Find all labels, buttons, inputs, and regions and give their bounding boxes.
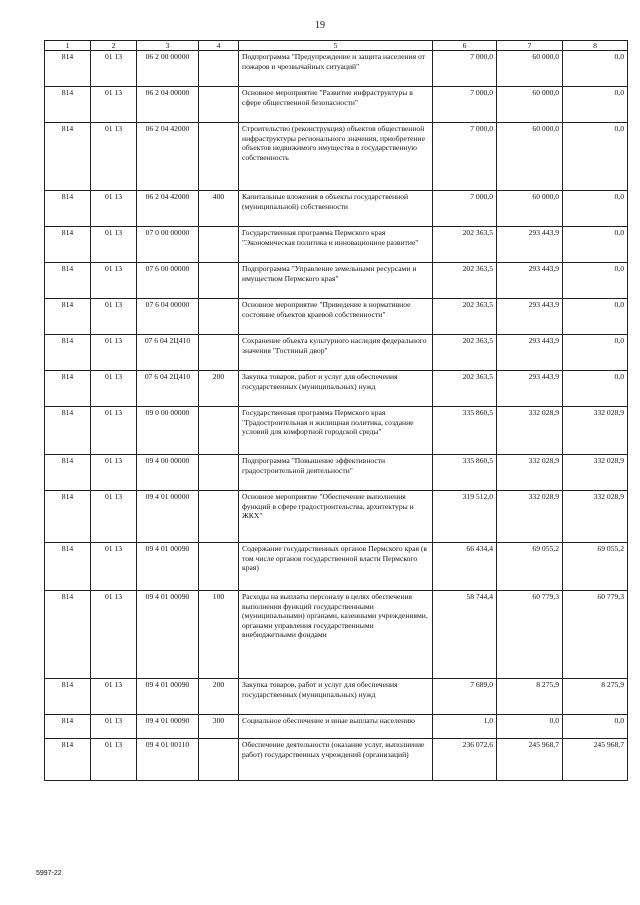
expense-type-cell (199, 51, 239, 87)
amount-col8-cell: 0,0 (563, 715, 628, 739)
amount-col8-cell: 0,0 (563, 299, 628, 335)
table-row (45, 191, 628, 227)
column-header: 3 (137, 41, 199, 51)
amount-col8-cell: 0,0 (563, 371, 628, 407)
amount-col6-cell: 319 512,0 (433, 491, 497, 543)
amount-col7-cell: 60 779,3 (497, 591, 563, 679)
expense-type-cell (199, 227, 239, 263)
table-row (45, 227, 628, 263)
column-header: 2 (91, 41, 137, 51)
amount-col7-cell: 293 443,9 (497, 371, 563, 407)
item-name-cell: Социальное обеспечение и иные выплаты населению (239, 715, 433, 739)
table-row (45, 543, 628, 591)
section-code-cell: 01 13 (91, 51, 137, 87)
amount-col8-cell: 332 028,9 (563, 455, 628, 491)
ministry-code-cell: 814 (45, 407, 91, 455)
table-row (45, 371, 628, 407)
expense-type-cell (199, 455, 239, 491)
amount-col8-cell: 0,0 (563, 191, 628, 227)
amount-col8-cell: 0,0 (563, 227, 628, 263)
section-code-cell: 01 13 (91, 715, 137, 739)
section-code-cell: 01 13 (91, 543, 137, 591)
table-row (45, 491, 628, 543)
amount-col8-cell: 0,0 (563, 51, 628, 87)
target-article-cell: 06 2 04 42000 (137, 191, 199, 227)
table-row (45, 591, 628, 679)
target-article-cell: 06 2 04 00000 (137, 87, 199, 123)
section-code-cell: 01 13 (91, 491, 137, 543)
amount-col8-cell: 332 028,9 (563, 407, 628, 455)
expense-type-cell (199, 739, 239, 781)
item-name-cell: Строительство (реконструкция) объектов общественной инфраструктуры регионального значения, приобретение объектов недвижимого имущества в государственную собственность (239, 123, 433, 191)
target-article-cell: 06 2 04 42000 (137, 123, 199, 191)
ministry-code-cell: 814 (45, 543, 91, 591)
section-code-cell: 01 13 (91, 371, 137, 407)
expense-type-cell (199, 263, 239, 299)
expense-type-cell (199, 123, 239, 191)
item-name-cell: Основное мероприятие "Развитие инфраструктуры в сфере общественной безопасности" (239, 87, 433, 123)
target-article-cell: 07 6 00 00000 (137, 263, 199, 299)
ministry-code-cell: 814 (45, 455, 91, 491)
amount-col6-cell: 202 363,5 (433, 263, 497, 299)
amount-col7-cell: 332 028,9 (497, 407, 563, 455)
section-code-cell: 01 13 (91, 263, 137, 299)
amount-col6-cell: 202 363,5 (433, 371, 497, 407)
table-row (45, 123, 628, 191)
column-header: 7 (497, 41, 563, 51)
table-row (45, 51, 628, 87)
amount-col6-cell: 1,0 (433, 715, 497, 739)
amount-col7-cell: 60 000,0 (497, 51, 563, 87)
expense-type-cell: 400 (199, 191, 239, 227)
page-number: 19 (315, 20, 325, 31)
table-row (45, 679, 628, 715)
amount-col7-cell: 293 443,9 (497, 227, 563, 263)
amount-col6-cell: 66 434,4 (433, 543, 497, 591)
item-name-cell: Сохранение объекта культурного наследия федерального значения "Гостиный двор" (239, 335, 433, 371)
ministry-code-cell: 814 (45, 715, 91, 739)
amount-col7-cell: 8 275,9 (497, 679, 563, 715)
section-code-cell: 01 13 (91, 739, 137, 781)
target-article-cell: 07 0 00 00000 (137, 227, 199, 263)
amount-col8-cell: 0,0 (563, 87, 628, 123)
amount-col6-cell: 7 000,0 (433, 191, 497, 227)
item-name-cell: Государственная программа Пермского края "Градостроительная и жилищная политика, создание условий для комфортной городской среды" (239, 407, 433, 455)
target-article-cell: 09 4 01 00110 (137, 739, 199, 781)
ministry-code-cell: 814 (45, 739, 91, 781)
table-row (45, 299, 628, 335)
expense-type-cell: 100 (199, 591, 239, 679)
item-name-cell: Закупка товаров, работ и услуг для обеспечения государственных (муниципальных) нужд (239, 679, 433, 715)
section-code-cell: 01 13 (91, 227, 137, 263)
item-name-cell: Основное мероприятие "Приведение в нормативное состояние объектов краевой собственности" (239, 299, 433, 335)
amount-col8-cell: 69 055,2 (563, 543, 628, 591)
amount-col8-cell: 0,0 (563, 263, 628, 299)
target-article-cell: 06 2 00 00000 (137, 51, 199, 87)
section-code-cell: 01 13 (91, 335, 137, 371)
section-code-cell: 01 13 (91, 299, 137, 335)
amount-col6-cell: 7 689,0 (433, 679, 497, 715)
amount-col6-cell: 58 744,4 (433, 591, 497, 679)
ministry-code-cell: 814 (45, 51, 91, 87)
ministry-code-cell: 814 (45, 371, 91, 407)
section-code-cell: 01 13 (91, 591, 137, 679)
target-article-cell: 09 0 00 00000 (137, 407, 199, 455)
amount-col6-cell: 335 860,5 (433, 455, 497, 491)
target-article-cell: 09 4 01 00000 (137, 491, 199, 543)
column-header: 8 (563, 41, 628, 51)
amount-col7-cell: 332 028,9 (497, 455, 563, 491)
amount-col8-cell: 60 779,3 (563, 591, 628, 679)
ministry-code-cell: 814 (45, 123, 91, 191)
target-article-cell: 09 4 00 00000 (137, 455, 199, 491)
item-name-cell: Подпрограмма "Управление земельными ресурсами и имуществом Пермского края" (239, 263, 433, 299)
item-name-cell: Расходы на выплаты персоналу в целях обеспечения выполнения функций государственными (муниципальными) органами, казенными учреждениями, органами управления государственными внебюджетными фондами (239, 591, 433, 679)
amount-col6-cell: 7 000,0 (433, 51, 497, 87)
target-article-cell: 07 6 04 2Ц410 (137, 335, 199, 371)
target-article-cell: 07 6 04 2Ц410 (137, 371, 199, 407)
item-name-cell: Подпрограмма "Повышение эффективности градостроительной деятельности" (239, 455, 433, 491)
amount-col7-cell: 0,0 (497, 715, 563, 739)
amount-col6-cell: 202 363,5 (433, 227, 497, 263)
item-name-cell: Подпрограмма "Предупреждение и защита населения от пожаров и чрезвычайных ситуаций" (239, 51, 433, 87)
expense-type-cell (199, 407, 239, 455)
amount-col6-cell: 202 363,5 (433, 299, 497, 335)
ministry-code-cell: 814 (45, 591, 91, 679)
amount-col7-cell: 69 055,2 (497, 543, 563, 591)
ministry-code-cell: 814 (45, 679, 91, 715)
table-row (45, 739, 628, 781)
ministry-code-cell: 814 (45, 299, 91, 335)
amount-col6-cell: 202 363,5 (433, 335, 497, 371)
ministry-code-cell: 814 (45, 191, 91, 227)
table-body (45, 51, 628, 781)
ministry-code-cell: 814 (45, 335, 91, 371)
table-row (45, 455, 628, 491)
column-header: 4 (199, 41, 239, 51)
amount-col8-cell: 8 275,9 (563, 679, 628, 715)
column-header: 5 (239, 41, 433, 51)
amount-col7-cell: 245 968,7 (497, 739, 563, 781)
ministry-code-cell: 814 (45, 87, 91, 123)
amount-col8-cell: 245 968,7 (563, 739, 628, 781)
amount-col7-cell: 332 028,9 (497, 491, 563, 543)
table-row (45, 87, 628, 123)
amount-col7-cell: 293 443,9 (497, 335, 563, 371)
amount-col7-cell: 60 000,0 (497, 87, 563, 123)
section-code-cell: 01 13 (91, 679, 137, 715)
target-article-cell: 09 4 01 00090 (137, 715, 199, 739)
amount-col7-cell: 293 443,9 (497, 263, 563, 299)
column-number-row (45, 41, 628, 51)
amount-col6-cell: 7 000,0 (433, 123, 497, 191)
amount-col6-cell: 236 072,6 (433, 739, 497, 781)
amount-col6-cell: 7 000,0 (433, 87, 497, 123)
expense-type-cell (199, 335, 239, 371)
target-article-cell: 07 6 04 00000 (137, 299, 199, 335)
amount-col7-cell: 60 000,0 (497, 123, 563, 191)
ministry-code-cell: 814 (45, 491, 91, 543)
target-article-cell: 09 4 01 00090 (137, 591, 199, 679)
item-name-cell: Закупка товаров, работ и услуг для обеспечения государственных (муниципальных) нужд (239, 371, 433, 407)
amount-col6-cell: 335 860,5 (433, 407, 497, 455)
section-code-cell: 01 13 (91, 407, 137, 455)
expense-type-cell: 300 (199, 715, 239, 739)
table-row (45, 263, 628, 299)
amount-col7-cell: 293 443,9 (497, 299, 563, 335)
amount-col8-cell: 0,0 (563, 335, 628, 371)
ministry-code-cell: 814 (45, 263, 91, 299)
section-code-cell: 01 13 (91, 123, 137, 191)
column-header: 1 (45, 41, 91, 51)
section-code-cell: 01 13 (91, 455, 137, 491)
expense-type-cell (199, 491, 239, 543)
footer-code: 5997-22 (36, 870, 62, 877)
target-article-cell: 09 4 01 00090 (137, 543, 199, 591)
target-article-cell: 09 4 01 00090 (137, 679, 199, 715)
section-code-cell: 01 13 (91, 191, 137, 227)
expense-type-cell (199, 543, 239, 591)
amount-col8-cell: 0,0 (563, 123, 628, 191)
expense-type-cell (199, 299, 239, 335)
item-name-cell: Содержание государственных органов Пермского края (в том числе органов государственной власти Пермского края) (239, 543, 433, 591)
column-header: 6 (433, 41, 497, 51)
expense-type-cell: 200 (199, 679, 239, 715)
amount-col7-cell: 60 000,0 (497, 191, 563, 227)
budget-table (44, 40, 628, 781)
item-name-cell: Капитальные вложения в объекты государственной (муниципальной) собственности (239, 191, 433, 227)
table-row (45, 715, 628, 739)
expense-type-cell: 200 (199, 371, 239, 407)
expense-type-cell (199, 87, 239, 123)
table-row (45, 335, 628, 371)
item-name-cell: Государственная программа Пермского края "Экономическая политика и инновационное развитие" (239, 227, 433, 263)
ministry-code-cell: 814 (45, 227, 91, 263)
item-name-cell: Обеспечение деятельности (оказание услуг, выполнение работ) государственных учреждений (организаций) (239, 739, 433, 781)
item-name-cell: Основное мероприятие "Обеспечение выполнения функций в сфере градостроительства, архитектуры и ЖКХ" (239, 491, 433, 543)
table-row (45, 407, 628, 455)
section-code-cell: 01 13 (91, 87, 137, 123)
amount-col8-cell: 332 028,9 (563, 491, 628, 543)
